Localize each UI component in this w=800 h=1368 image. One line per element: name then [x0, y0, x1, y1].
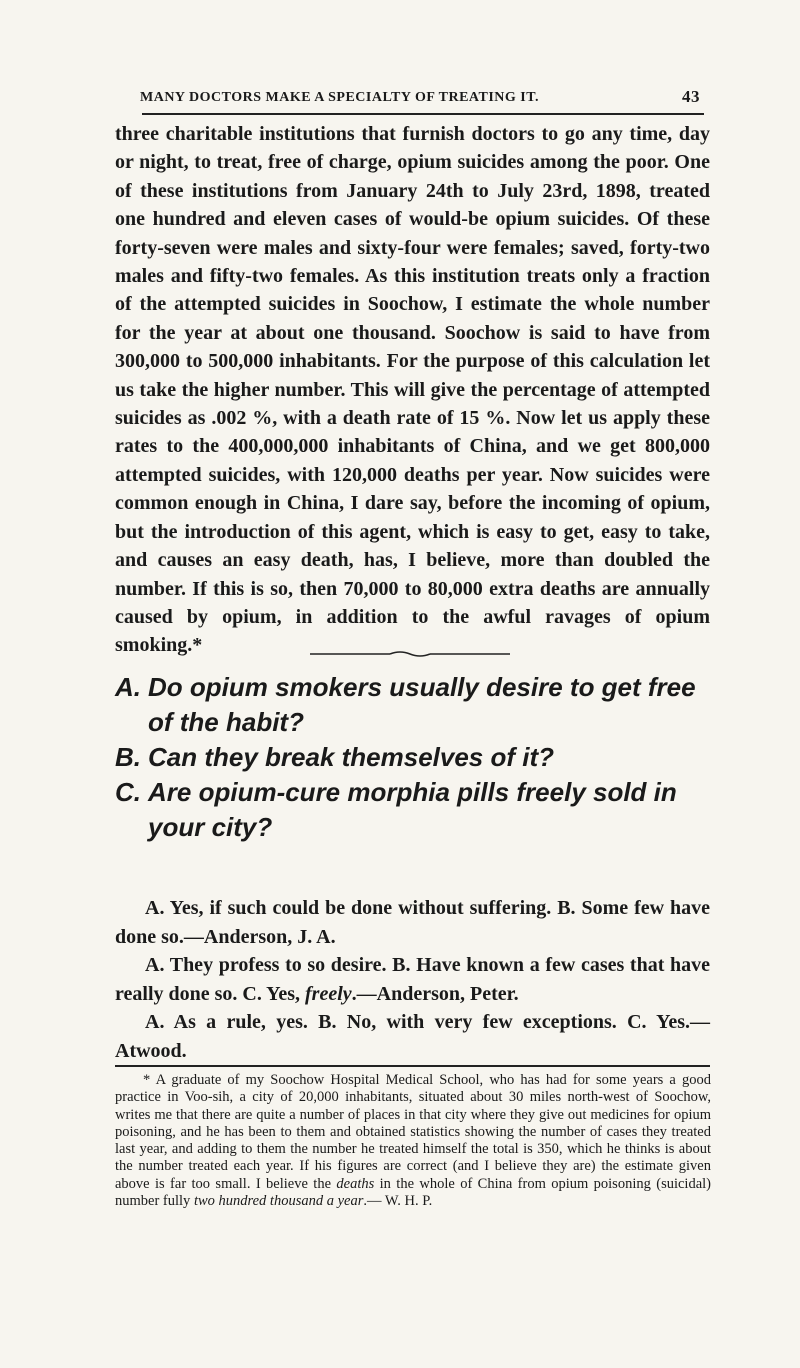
question-text: Can they break themselves of it? — [148, 742, 555, 772]
header-rule — [142, 113, 704, 115]
answer-anderson-ja: A. Yes, if such could be done without suffering. B. Some few have done so.—Anderson, J. A. — [115, 897, 710, 948]
question-b — [115, 740, 705, 775]
question-text: Do opium smokers usually desire to get free of the habit? — [148, 672, 696, 737]
question-key: C. — [115, 777, 141, 807]
main-paragraph: three charitable institutions that furnish doctors to go any time, day or night, to treat, free of charge, opium suicides among the poor. One of these institutions from January 24th to July 23rd, 1898, treated one hundred and eleven cases of would-be opium suicides. Of these forty-seven were males and sixty-four were females; saved, forty-two males and fifty-two females. As this institution treats only a fraction of the attempted suicides in Soochow, I estimate the whole number for the year at about one thousand. Soochow is said to have from 300,000 to 500,000 inhabitants. For the purpose of this calculation let us take the higher number. This will give the percentage of attempted suicides as .002 %, with a death rate of 15 %. Now let us apply these rates to the 400,000,000 inhabitants of China, and we get 800,000 attempted suicides, with 120,000 deaths per year. Now suicides were common enough in China, I dare say, before the incoming of opium, but the introduction of this agent, which is easy to get, easy to take, and causes an easy death, has, I believe, more than doubled the number. If this is so, then 70,000 to 80,000 extra deaths are annually caused by opium, in addition to the awful ravages of opium smoking.* — [115, 123, 710, 657]
footnote-rule — [115, 1065, 710, 1067]
answer-atwood: A. As a rule, yes. B. No, with very few exceptions. C. Yes.—Atwood. — [115, 1011, 710, 1062]
answer-anderson-peter: A. They profess to so desire. B. Have known a few cases that have really done so. C. Yes, freely.—Anderson, Peter. — [115, 954, 710, 1005]
footnote: * A graduate of my Soochow Hospital Medical School, who has had for some years a good practice in Voo-sih, a city of 20,000 inhabitants, situated about 30 miles north-west of Soochow, writes me that there are quite a number of places in that city where they give out medicines for opium poisoning, and he has been to them and obtained statistics showing the number of cases they treated last year, and adding to them the number he treated himself the total is 350, which he thinks is about the number treated each year. If his figures are correct (and I believe they are) the estimate given above is far too small. I believe the deaths in the whole of China from opium poisoning (suicidal) number fully two hundred thousand a year.— W. H. P. — [115, 1072, 711, 1210]
question-list — [115, 670, 705, 845]
question-c — [115, 775, 705, 845]
question-a — [115, 670, 705, 740]
page-number: 43 — [682, 87, 700, 106]
question-key: A. — [115, 672, 141, 702]
question-key: B. — [115, 742, 141, 772]
running-title: MANY DOCTORS MAKE A SPECIALTY OF TREATING IT. — [140, 90, 540, 105]
question-text: Are opium-cure morphia pills freely sold in your city? — [148, 777, 677, 842]
answers-section — [115, 894, 710, 1066]
section-ornament — [310, 650, 510, 658]
